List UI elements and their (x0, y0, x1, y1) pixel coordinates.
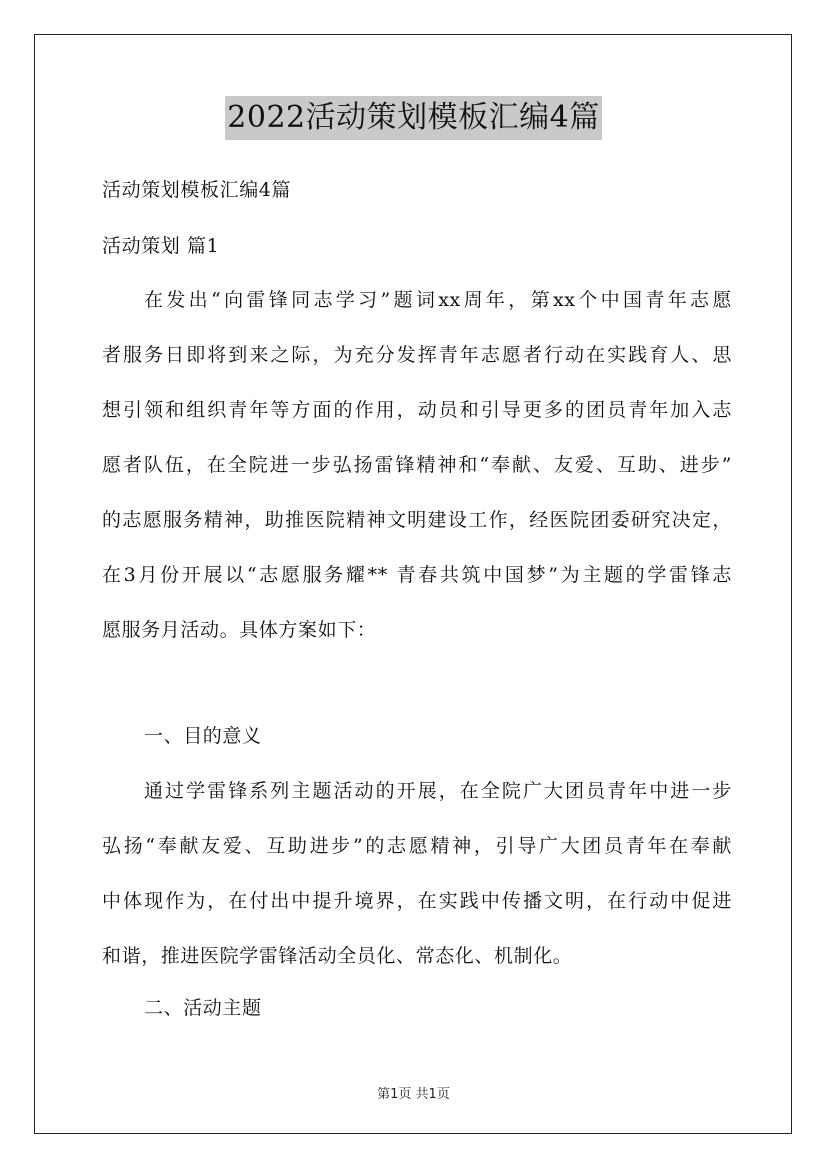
heading-purpose: 一、目的意义 (144, 725, 262, 747)
title-container (0, 96, 827, 140)
section-heading: 活动策划 篇1 (102, 235, 220, 257)
page-footer: 第1页 共1页 (377, 1087, 450, 1102)
heading-theme: 二、活动主题 (144, 997, 262, 1019)
document-title: 2022活动策划模板汇编4篇 (225, 96, 601, 140)
intro-line: 在3月份开展以“志愿服务耀** 青春共筑中国梦”为主题的学雷锋志 (102, 564, 732, 586)
intro-line: 愿者队伍，在全院进一步弘扬雷锋精神和“奉献、友爱、互助、进步” (102, 454, 732, 476)
intro-line: 者服务日即将到来之际，为充分发挥青年志愿者行动在实践育人、思 (102, 344, 732, 366)
intro-line: 在发出“向雷锋同志学习”题词xx周年，第xx个中国青年志愿 (144, 289, 732, 311)
purpose-line: 和谐，推进医院学雷锋活动全员化、常态化、机制化。 (102, 945, 573, 967)
document-subtitle: 活动策划模板汇编4篇 (102, 179, 292, 201)
purpose-line: 通过学雷锋系列主题活动的开展，在全院广大团员青年中进一步 (144, 780, 732, 802)
purpose-line: 中体现作为，在付出中提升境界，在实践中传播文明，在行动中促进 (102, 890, 732, 912)
intro-line: 的志愿服务精神，助推医院精神文明建设工作，经医院团委研究决定， (102, 509, 732, 531)
intro-line: 愿服务月活动。具体方案如下： (102, 619, 377, 641)
intro-line: 想引领和组织青年等方面的作用，动员和引导更多的团员青年加入志 (102, 399, 732, 421)
purpose-line: 弘扬“奉献友爱、互助进步”的志愿精神，引导广大团员青年在奉献 (102, 835, 732, 857)
